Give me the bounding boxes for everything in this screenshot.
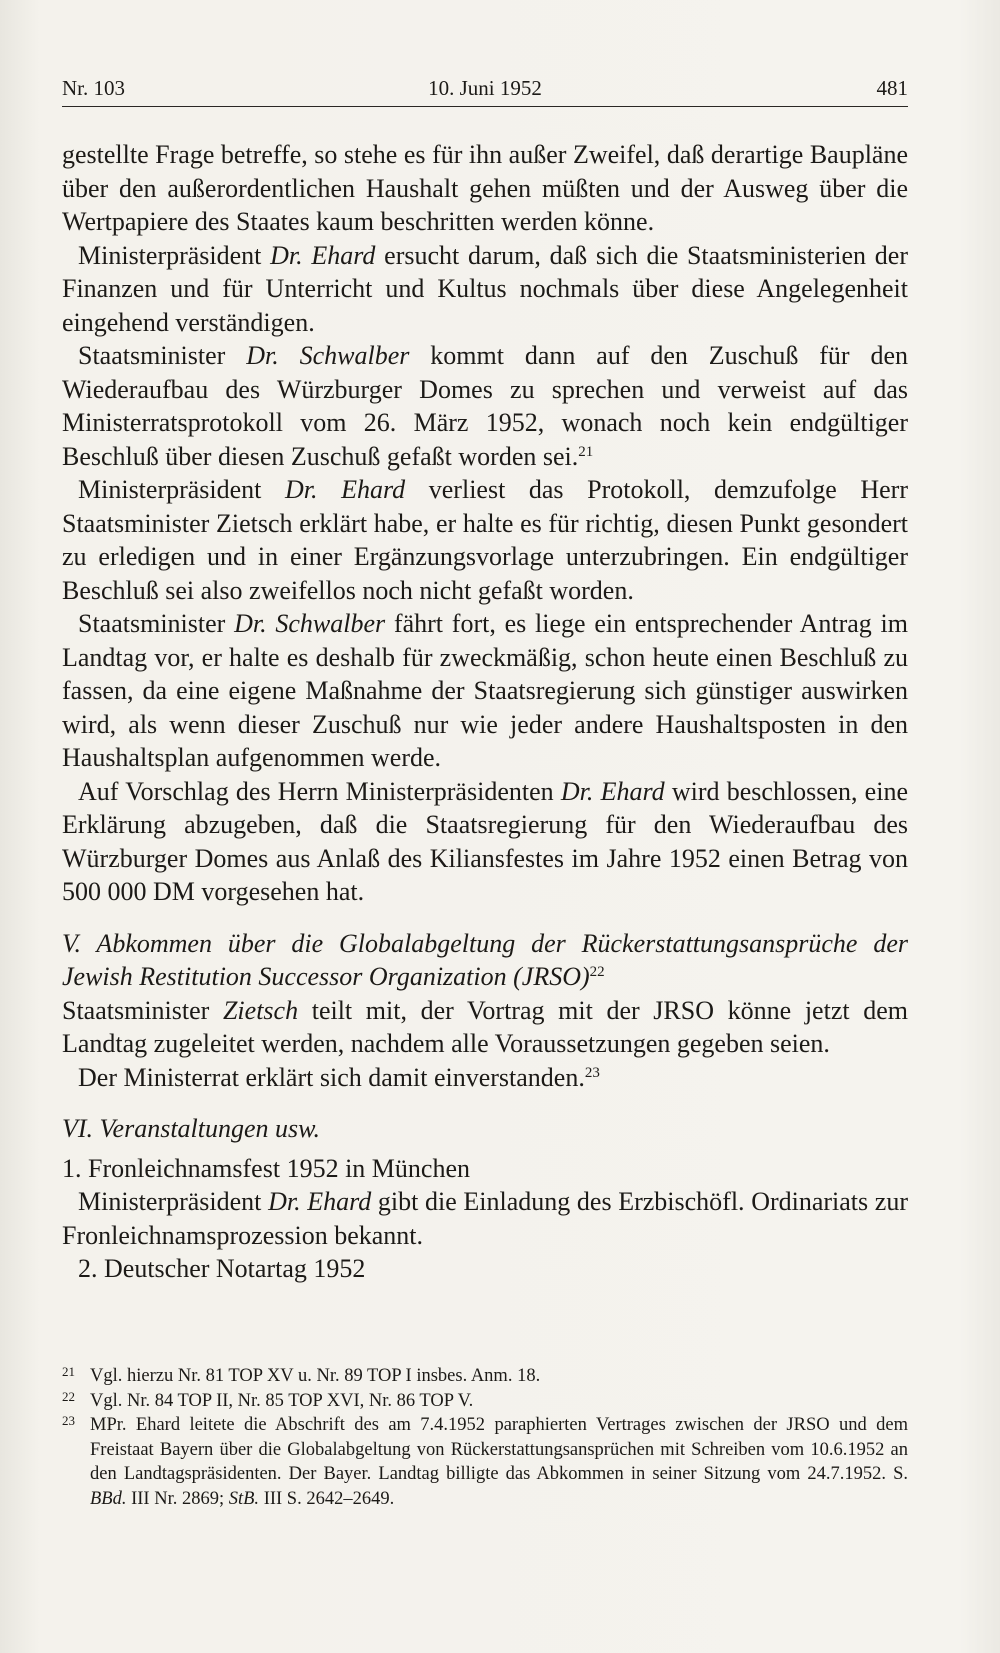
header-date: 10. Juni 1952 bbox=[428, 76, 542, 100]
footnote-number: 21 bbox=[62, 1364, 75, 1379]
footnote-ref[interactable]: 22 bbox=[589, 964, 605, 980]
list-item-heading: 2. Deutscher Notartag 1952 bbox=[78, 1254, 366, 1283]
source-abbrev: StB. bbox=[228, 1488, 260, 1509]
person-name: Dr. Ehard bbox=[560, 776, 665, 806]
paragraph: Auf Vorschlag des Herrn Ministerpräsidenten Dr. Ehard wird beschlossen, eine Erklärung abzugeben, daß die Staatsregierung für den Wiederaufbau des Würzburger Domes aus Anlaß des Kiliansfestes im Jahre 1952 einen Betrag von 500 000 DM vorgesehen hat. bbox=[62, 776, 908, 906]
running-header bbox=[62, 76, 908, 107]
body-text bbox=[62, 138, 908, 1286]
section-heading: V. Abkommen über die Globalabgeltung der Rückerstattungsansprüche der Jewish Restitution Successor Organization (JRSO)$^{22}$ bbox=[62, 928, 908, 991]
source-abbrev: BBd. bbox=[90, 1488, 127, 1509]
paragraph: Staatsminister Dr. Schwalber fährt fort, es liege ein entsprechender Antrag im Landtag vor, er halte es deshalb für zweckmäßig, schon heute einen Beschluß zu fassen, da eine eigene Maßnahme der Staatsregierung sich günstiger auswirken wird, als wenn dieser Zuschuß nur wie jeder andere Haushaltsposten in den Haushaltsplan aufgenommen werde. bbox=[62, 609, 908, 772]
footnote-number: 22 bbox=[62, 1388, 75, 1404]
person-name: Dr. Ehard bbox=[270, 240, 376, 270]
footnotes bbox=[62, 1364, 908, 1511]
footnote-ref[interactable]: 23 bbox=[584, 1064, 600, 1081]
person-name: Dr. Ehard bbox=[285, 475, 406, 504]
paragraph: Staatsminister Zietsch teilt mit, der Vortrag mit der JRSO könne jetzt dem Landtag zugeleitet werden, nachdem alle Voraussetzungen gegeben seien. bbox=[62, 995, 908, 1058]
person-name: Zietsch bbox=[222, 995, 299, 1025]
person-name: Dr. Ehard bbox=[268, 1187, 372, 1216]
paragraph: gestellte Frage betreffe, so stehe es für ihn außer Zweifel, daß derartige Baupläne über den außerordentlichen Haushalt gehen müßten und der Ausweg über die Wertpapiere des Staates kaum beschritten werden könne. bbox=[62, 140, 908, 236]
list-item-heading: 1. Fronleichnamsfest 1952 in München bbox=[62, 1153, 470, 1183]
paragraph: Ministerpräsident Dr. Ehard verliest das Protokoll, demzufolge Herr Staatsminister Zietsch erklärt habe, er halte es für richtig, diesen Punkt gesondert zu erledigen und in einer Ergänzungsvorlage unterzubringen. Ein endgültiger Beschluß sei also zweifellos noch nicht gefaßt worden. bbox=[62, 475, 908, 605]
footnote: 22 Vgl. Nr. 84 TOP II, Nr. 85 TOP XVI, Nr. 86 TOP V. bbox=[62, 1389, 908, 1414]
page-number: 481 bbox=[876, 76, 908, 100]
person-name: Dr. Schwalber bbox=[234, 609, 386, 638]
document-number: Nr. 103 bbox=[62, 76, 125, 100]
paragraph: Ministerpräsident Dr. Ehard ersucht darum, daß sich die Staatsministerien der Finanzen und für Unterricht und Kultus nochmals über diese Angelegenheit eingehend verständigen. bbox=[62, 240, 908, 337]
footnote: 21 Vgl. hierzu Nr. 81 TOP XV u. Nr. 89 TOP I insbes. Anm. 18. bbox=[62, 1364, 908, 1389]
paragraph: Staatsminister Dr. Schwalber kommt dann auf den Zuschuß für den Wiederaufbau des Würzburger Domes zu sprechen und verweist auf das Ministerratsprotokoll vom 26. März 1952, wonach noch kein endgültiger Beschluß über diesen Zuschuß gefaßt worden sei.$^{21}$ bbox=[62, 341, 908, 471]
person-name: Dr. Schwalber bbox=[246, 341, 410, 370]
footnote: 23 MPr. Ehard leitete die Abschrift des am 7.4.1952 paraphierten Vertrages zwischen der JRSO und dem Freistaat Bayern über die Globalabgeltung von Rückerstattungsansprüchen mit Schreiben vom 10.6.1952 an den Landtagspräsidenten. Der Bayer. Landtag billigte das Abkommen in seiner Sitzung vom 24.7.1952. S. BBd. III Nr. 2869; StB. III S. 2642–2649. bbox=[62, 1413, 908, 1511]
footnote-ref[interactable]: 21 bbox=[578, 443, 594, 460]
footnote-number: 23 bbox=[62, 1413, 75, 1428]
section-heading: VI. Veranstaltungen usw. bbox=[62, 1114, 321, 1143]
paragraph: Der Ministerrat erklärt sich damit einverstanden.$^{23}$ bbox=[78, 1062, 600, 1092]
paragraph: Ministerpräsident Dr. Ehard gibt die Einladung des Erzbischöfl. Ordinariats zur Fronleichnamsprozession bekannt. bbox=[62, 1187, 908, 1250]
